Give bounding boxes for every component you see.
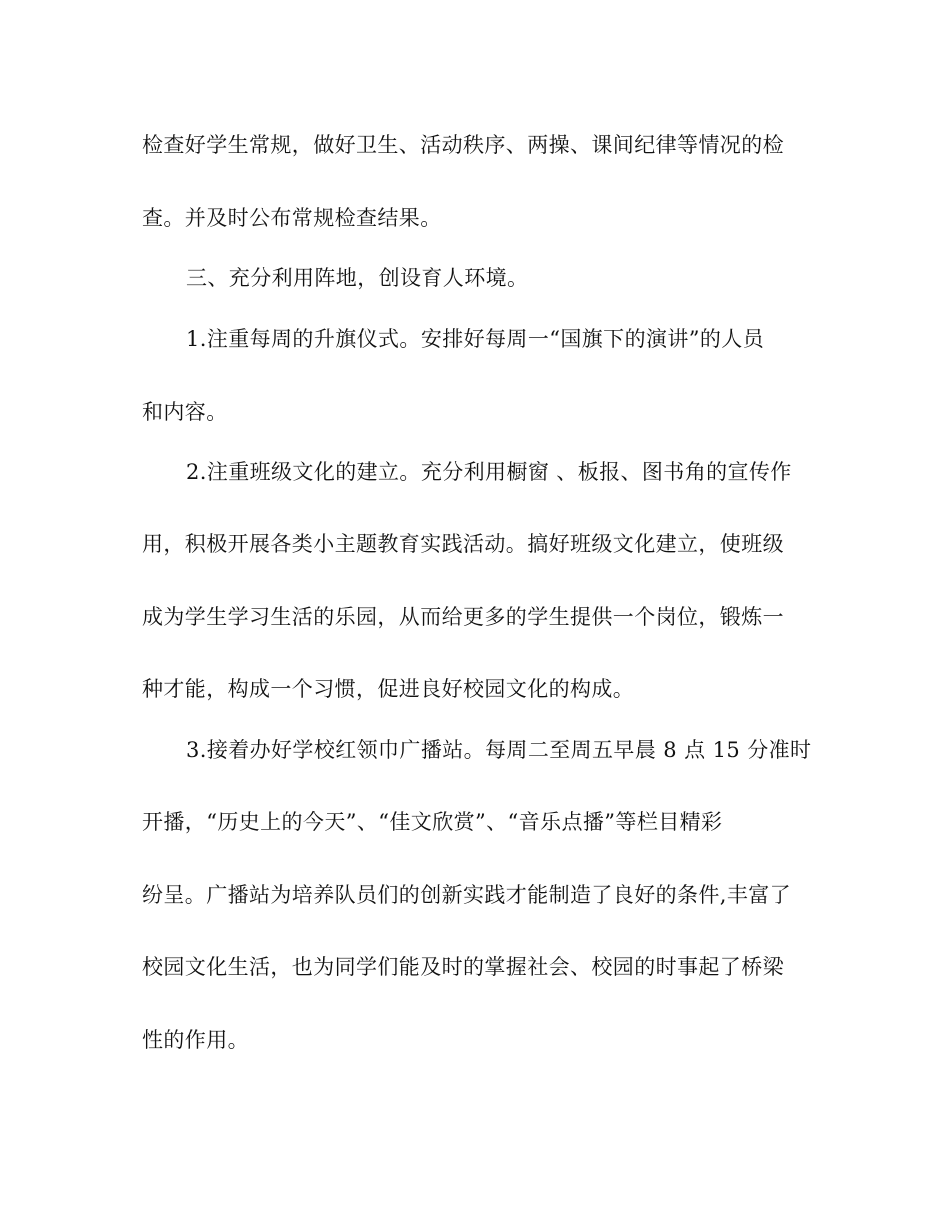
paragraph-line-1: 检查好学生常规，做好卫生、活动秩序、两操、课间纪律等情况的检 <box>142 133 784 157</box>
list-item-3-line-3: 纷呈。广播站为培养队员们的创新实践才能制造了良好的条件,丰富了 <box>142 883 792 907</box>
paragraph-line-2: 查。并及时公布常规检查结果。 <box>142 206 442 230</box>
list-item-3-line-2: 开播，“历史上的今天”、“佳文欣赏”、“音乐点播”等栏目精彩 <box>142 810 723 834</box>
list-item-1-line-2: 和内容。 <box>142 400 228 424</box>
list-item-3-line-1: 3.接着办好学校红领巾广播站。每周二至周五早晨 8 点 15 分准时 <box>186 738 812 762</box>
list-item-3-line-4: 校园文化生活，也为同学们能及时的掌握社会、校园的时事起了桥梁 <box>142 955 784 979</box>
list-item-2-line-3: 成为学生学习生活的乐园，从而给更多的学生提供一个岗位，锻炼一 <box>142 605 784 629</box>
list-item-2-line-4: 种才能，构成一个习惯，促进良好校园文化的构成。 <box>142 677 635 701</box>
list-item-2-line-2: 用，积极开展各类小主题教育实践活动。搞好班级文化建立，使班级 <box>142 532 784 556</box>
section-heading-3: 三、充分利用阵地，创设育人环境。 <box>186 266 529 290</box>
list-item-1-line-1: 1.注重每周的升旗仪式。安排好每周一“国旗下的演讲”的人员 <box>186 327 765 351</box>
list-item-2-line-1: 2.注重班级文化的建立。充分利用橱窗 、板报、图书角的宣传作 <box>186 460 792 484</box>
list-item-3-line-5: 性的作用。 <box>142 1028 249 1052</box>
